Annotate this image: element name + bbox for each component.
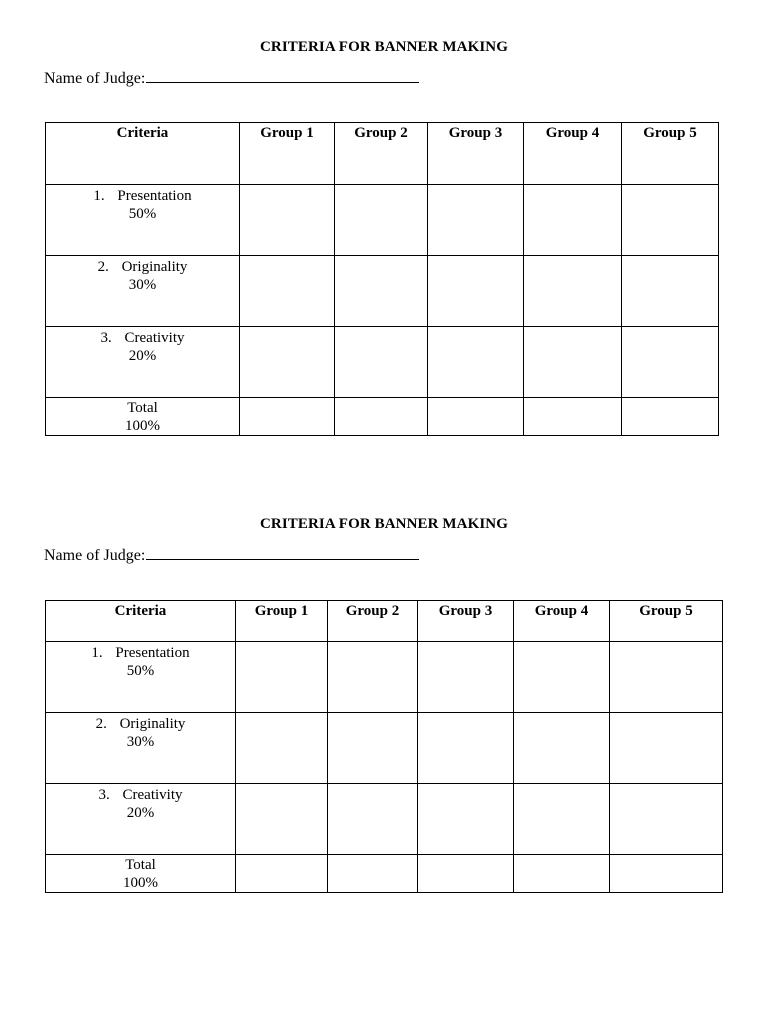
total-label: Total — [127, 400, 158, 416]
criterion-cell — [46, 784, 236, 855]
criterion-name: Presentation — [115, 645, 190, 661]
judge-name-field[interactable] — [44, 545, 419, 565]
total-score-cell[interactable] — [610, 855, 723, 893]
criterion-number: 1. — [91, 645, 103, 661]
criterion-row-creativity — [46, 784, 723, 855]
score-cell[interactable] — [240, 256, 335, 327]
group-2-header: Group 2 — [335, 123, 428, 185]
form-title: CRITERIA FOR BANNER MAKING — [259, 39, 509, 55]
criterion-row-creativity — [46, 327, 719, 398]
score-cell[interactable] — [418, 713, 514, 784]
criterion-number: 3. — [100, 330, 112, 346]
score-cell[interactable] — [418, 784, 514, 855]
score-cell[interactable] — [524, 327, 622, 398]
criterion-row-originality — [46, 713, 723, 784]
total-score-cell[interactable] — [418, 855, 514, 893]
judge-label: Name of Judge: — [44, 547, 146, 564]
group-5-header: Group 5 — [610, 601, 723, 642]
criterion-cell — [46, 256, 240, 327]
criterion-weight: 20% — [126, 805, 155, 821]
score-cell[interactable] — [524, 185, 622, 256]
total-score-cell[interactable] — [236, 855, 328, 893]
group-1-header: Group 1 — [236, 601, 328, 642]
criterion-weight: 50% — [126, 663, 155, 679]
total-label: Total — [125, 857, 156, 873]
form-title: CRITERIA FOR BANNER MAKING — [259, 516, 509, 532]
criterion-weight: 50% — [128, 206, 157, 222]
criterion-row-presentation — [46, 642, 723, 713]
score-cell[interactable] — [428, 185, 524, 256]
score-cell[interactable] — [236, 642, 328, 713]
total-score-cell[interactable] — [428, 398, 524, 436]
total-score-cell[interactable] — [524, 398, 622, 436]
group-2-header: Group 2 — [328, 601, 418, 642]
criterion-row-originality — [46, 256, 719, 327]
score-cell[interactable] — [514, 784, 610, 855]
score-cell[interactable] — [335, 185, 428, 256]
criteria-header: Criteria — [46, 123, 240, 185]
criterion-cell — [46, 713, 236, 784]
group-3-header: Group 3 — [428, 123, 524, 185]
criterion-name: Creativity — [122, 787, 183, 803]
score-cell[interactable] — [622, 327, 719, 398]
group-5-header: Group 5 — [622, 123, 719, 185]
criterion-number: 2. — [97, 259, 109, 275]
criterion-number: 3. — [98, 787, 110, 803]
total-row — [46, 398, 719, 436]
score-cell[interactable] — [240, 185, 335, 256]
criterion-cell — [46, 642, 236, 713]
total-score-cell[interactable] — [240, 398, 335, 436]
score-cell[interactable] — [514, 642, 610, 713]
score-cell[interactable] — [328, 713, 418, 784]
scoring-table — [45, 600, 723, 893]
group-3-header: Group 3 — [418, 601, 514, 642]
score-cell[interactable] — [610, 784, 723, 855]
score-cell[interactable] — [610, 713, 723, 784]
total-score-cell[interactable] — [622, 398, 719, 436]
group-1-header: Group 1 — [240, 123, 335, 185]
total-cell — [46, 855, 236, 893]
score-cell[interactable] — [335, 256, 428, 327]
header-row — [46, 601, 723, 642]
criterion-weight: 30% — [126, 734, 155, 750]
criterion-number: 1. — [93, 188, 105, 204]
score-cell[interactable] — [514, 713, 610, 784]
judge-label: Name of Judge: — [44, 70, 146, 87]
total-weight: 100% — [125, 418, 160, 434]
criterion-weight: 30% — [128, 277, 157, 293]
score-cell[interactable] — [428, 256, 524, 327]
score-cell[interactable] — [428, 327, 524, 398]
score-cell[interactable] — [524, 256, 622, 327]
score-cell[interactable] — [236, 784, 328, 855]
score-cell[interactable] — [622, 256, 719, 327]
criterion-cell — [46, 327, 240, 398]
scoring-table — [45, 122, 719, 436]
score-cell[interactable] — [240, 327, 335, 398]
score-cell[interactable] — [610, 642, 723, 713]
score-cell[interactable] — [418, 642, 514, 713]
total-score-cell[interactable] — [328, 855, 418, 893]
score-cell[interactable] — [622, 185, 719, 256]
total-weight: 100% — [123, 875, 158, 891]
criterion-number: 2. — [95, 716, 107, 732]
total-row — [46, 855, 723, 893]
criterion-name: Presentation — [117, 188, 192, 204]
criterion-name: Originality — [119, 716, 186, 732]
total-score-cell[interactable] — [335, 398, 428, 436]
criterion-name: Creativity — [124, 330, 185, 346]
judge-name-field[interactable] — [44, 68, 419, 88]
total-score-cell[interactable] — [514, 855, 610, 893]
criterion-weight: 20% — [128, 348, 157, 364]
group-4-header: Group 4 — [524, 123, 622, 185]
total-cell — [46, 398, 240, 436]
criterion-name: Originality — [121, 259, 188, 275]
criteria-header: Criteria — [46, 601, 236, 642]
score-cell[interactable] — [236, 713, 328, 784]
judge-name-blank[interactable] — [146, 545, 419, 560]
group-4-header: Group 4 — [514, 601, 610, 642]
criterion-cell — [46, 185, 240, 256]
score-cell[interactable] — [328, 784, 418, 855]
score-cell[interactable] — [328, 642, 418, 713]
header-row — [46, 123, 719, 185]
criterion-row-presentation — [46, 185, 719, 256]
judge-name-blank[interactable] — [146, 68, 419, 83]
score-cell[interactable] — [335, 327, 428, 398]
